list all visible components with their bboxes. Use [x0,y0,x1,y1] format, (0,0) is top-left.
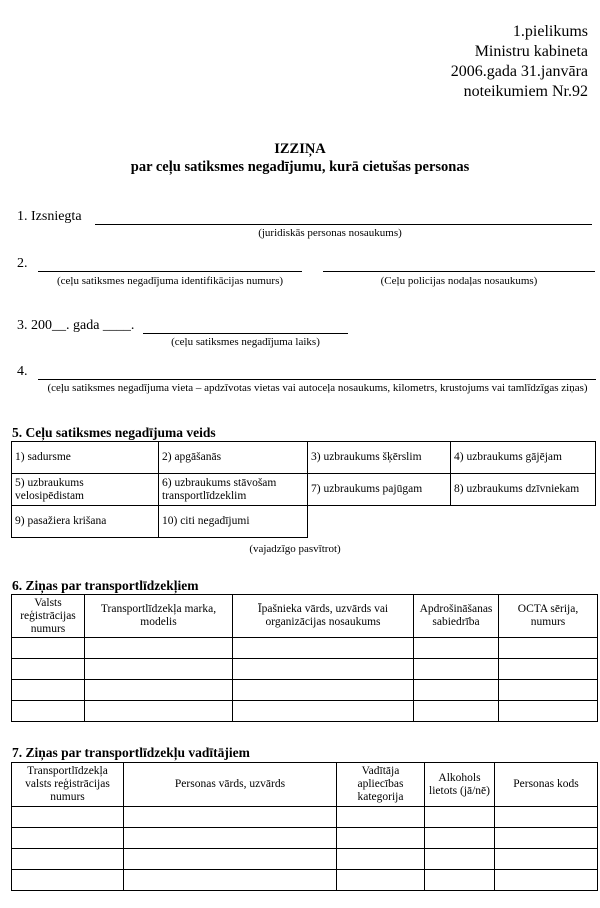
column-header: Alkohols lietots (jā/nē) [425,763,495,807]
table-cell[interactable] [12,807,124,828]
accident-type-table [11,441,596,538]
table-cell[interactable] [12,828,124,849]
section5-title: 5. Ceļu satiksmes negadījuma veids [12,425,216,440]
accident-type-cell[interactable]: 7) uzbraukums pajūgam [308,474,451,506]
issuer: Ministru kabineta [474,43,588,60]
regulation-number: noteikumiem Nr.92 [463,83,588,100]
column-header: Īpašnieka vārds, uzvārds vai organizācijas nosaukums [233,595,414,638]
field2-label: 2. [17,256,28,271]
accident-type-cell[interactable]: 6) uzbraukums stāvošam transportlīdzeklim [159,474,308,506]
table-cell[interactable] [337,849,425,870]
table-cell[interactable] [499,680,598,701]
table-cell[interactable] [85,680,233,701]
table-cell[interactable] [499,701,598,722]
field4-input-line[interactable] [38,379,596,380]
table-cell[interactable] [85,701,233,722]
table-cell[interactable] [414,638,499,659]
table-cell[interactable] [425,849,495,870]
empty-cell [451,506,596,538]
accident-type-cell[interactable]: 1) sadursme [12,442,159,474]
table-cell[interactable] [233,680,414,701]
title-sub: par ceļu satiksmes negadījumu, kurā cietušas personas [130,159,470,175]
field1-label: 1. Izsniegta [17,209,82,224]
column-header: Personas vārds, uzvārds [124,763,337,807]
table-cell[interactable] [233,638,414,659]
table-cell[interactable] [12,849,124,870]
table-cell[interactable] [495,828,598,849]
accident-type-cell[interactable]: 8) uzbraukums dzīvniekam [451,474,596,506]
section7-title: 7. Ziņas par transportlīdzekļu vadītājiem [12,745,250,760]
vehicles-table [11,594,598,722]
drivers-table [11,762,598,891]
column-header: Valsts reģistrācijas numurs [12,595,85,638]
column-header: Vadītāja apliecības kategorija [337,763,425,807]
field3-input-line[interactable] [143,333,348,334]
table-cell[interactable] [124,807,337,828]
accident-type-cell[interactable]: 9) pasažiera krišana [12,506,159,538]
document-title [0,140,600,176]
table-cell[interactable] [12,680,85,701]
field3-caption: (ceļu satiksmes negadījuma laiks) [171,336,320,348]
table-cell[interactable] [499,638,598,659]
table-cell[interactable] [414,659,499,680]
table-cell[interactable] [12,659,85,680]
column-header: Personas kods [495,763,598,807]
field2-police-input-line[interactable] [323,271,595,272]
column-header: Transportlīdzekļa marka, modelis [85,595,233,638]
accident-type-cell[interactable]: 5) uzbraukums velosipēdistam [12,474,159,506]
table-cell[interactable] [233,701,414,722]
accident-type-cell[interactable]: 2) apgāšanās [159,442,308,474]
table-cell[interactable] [414,680,499,701]
column-header: OCTA sērija, numurs [499,595,598,638]
table-cell[interactable] [337,807,425,828]
column-header: Transportlīdzekļa valsts reģistrācijas numurs [12,763,124,807]
table-cell[interactable] [85,638,233,659]
section5-note: (vajadzīgo pasvītrot) [249,543,341,555]
appendix-header [451,22,588,102]
table-cell[interactable] [85,659,233,680]
field4-caption: (ceļu satiksmes negadījuma vieta – apdzīvotas vietas vai autoceļa nosaukums, kilometrs, krustojums vai tamlīdzīgas ziņas) [47,382,588,394]
table-cell[interactable] [495,870,598,891]
accident-type-cell[interactable]: 3) uzbraukums šķērslim [308,442,451,474]
table-cell[interactable] [495,849,598,870]
table-cell[interactable] [12,638,85,659]
empty-cell [308,506,451,538]
table-cell[interactable] [414,701,499,722]
table-cell[interactable] [337,870,425,891]
table-cell[interactable] [12,701,85,722]
table-cell[interactable] [425,807,495,828]
appendix-number: 1.pielikums [512,23,588,40]
section6-title: 6. Ziņas par transportlīdzekļiem [12,578,199,593]
table-cell[interactable] [425,828,495,849]
table-cell[interactable] [233,659,414,680]
regulation-date: 2006.gada 31.janvāra [450,63,588,80]
field1-input-line[interactable] [95,224,592,225]
field2-caption-right: (Ceļu policijas nodaļas nosaukums) [380,275,538,287]
field4-label: 4. [17,364,28,379]
table-cell[interactable] [124,828,337,849]
accident-type-cell[interactable]: 4) uzbraukums gājējam [451,442,596,474]
field1-caption: (juridiskās personas nosaukums) [258,227,402,239]
table-cell[interactable] [12,870,124,891]
table-cell[interactable] [495,807,598,828]
table-cell[interactable] [124,849,337,870]
table-cell[interactable] [425,870,495,891]
accident-type-cell[interactable]: 10) citi negadījumi [159,506,308,538]
title-main: IZZIŅA [274,141,326,157]
table-cell[interactable] [337,828,425,849]
field2-caption-left: (ceļu satiksmes negadījuma identifikācijas numurs) [56,275,284,287]
field2-id-input-line[interactable] [38,271,302,272]
table-cell[interactable] [499,659,598,680]
field3-label: 3. 200__. gada ____. [17,318,135,333]
column-header: Apdrošināšanas sabiedrība [414,595,499,638]
table-cell[interactable] [124,870,337,891]
